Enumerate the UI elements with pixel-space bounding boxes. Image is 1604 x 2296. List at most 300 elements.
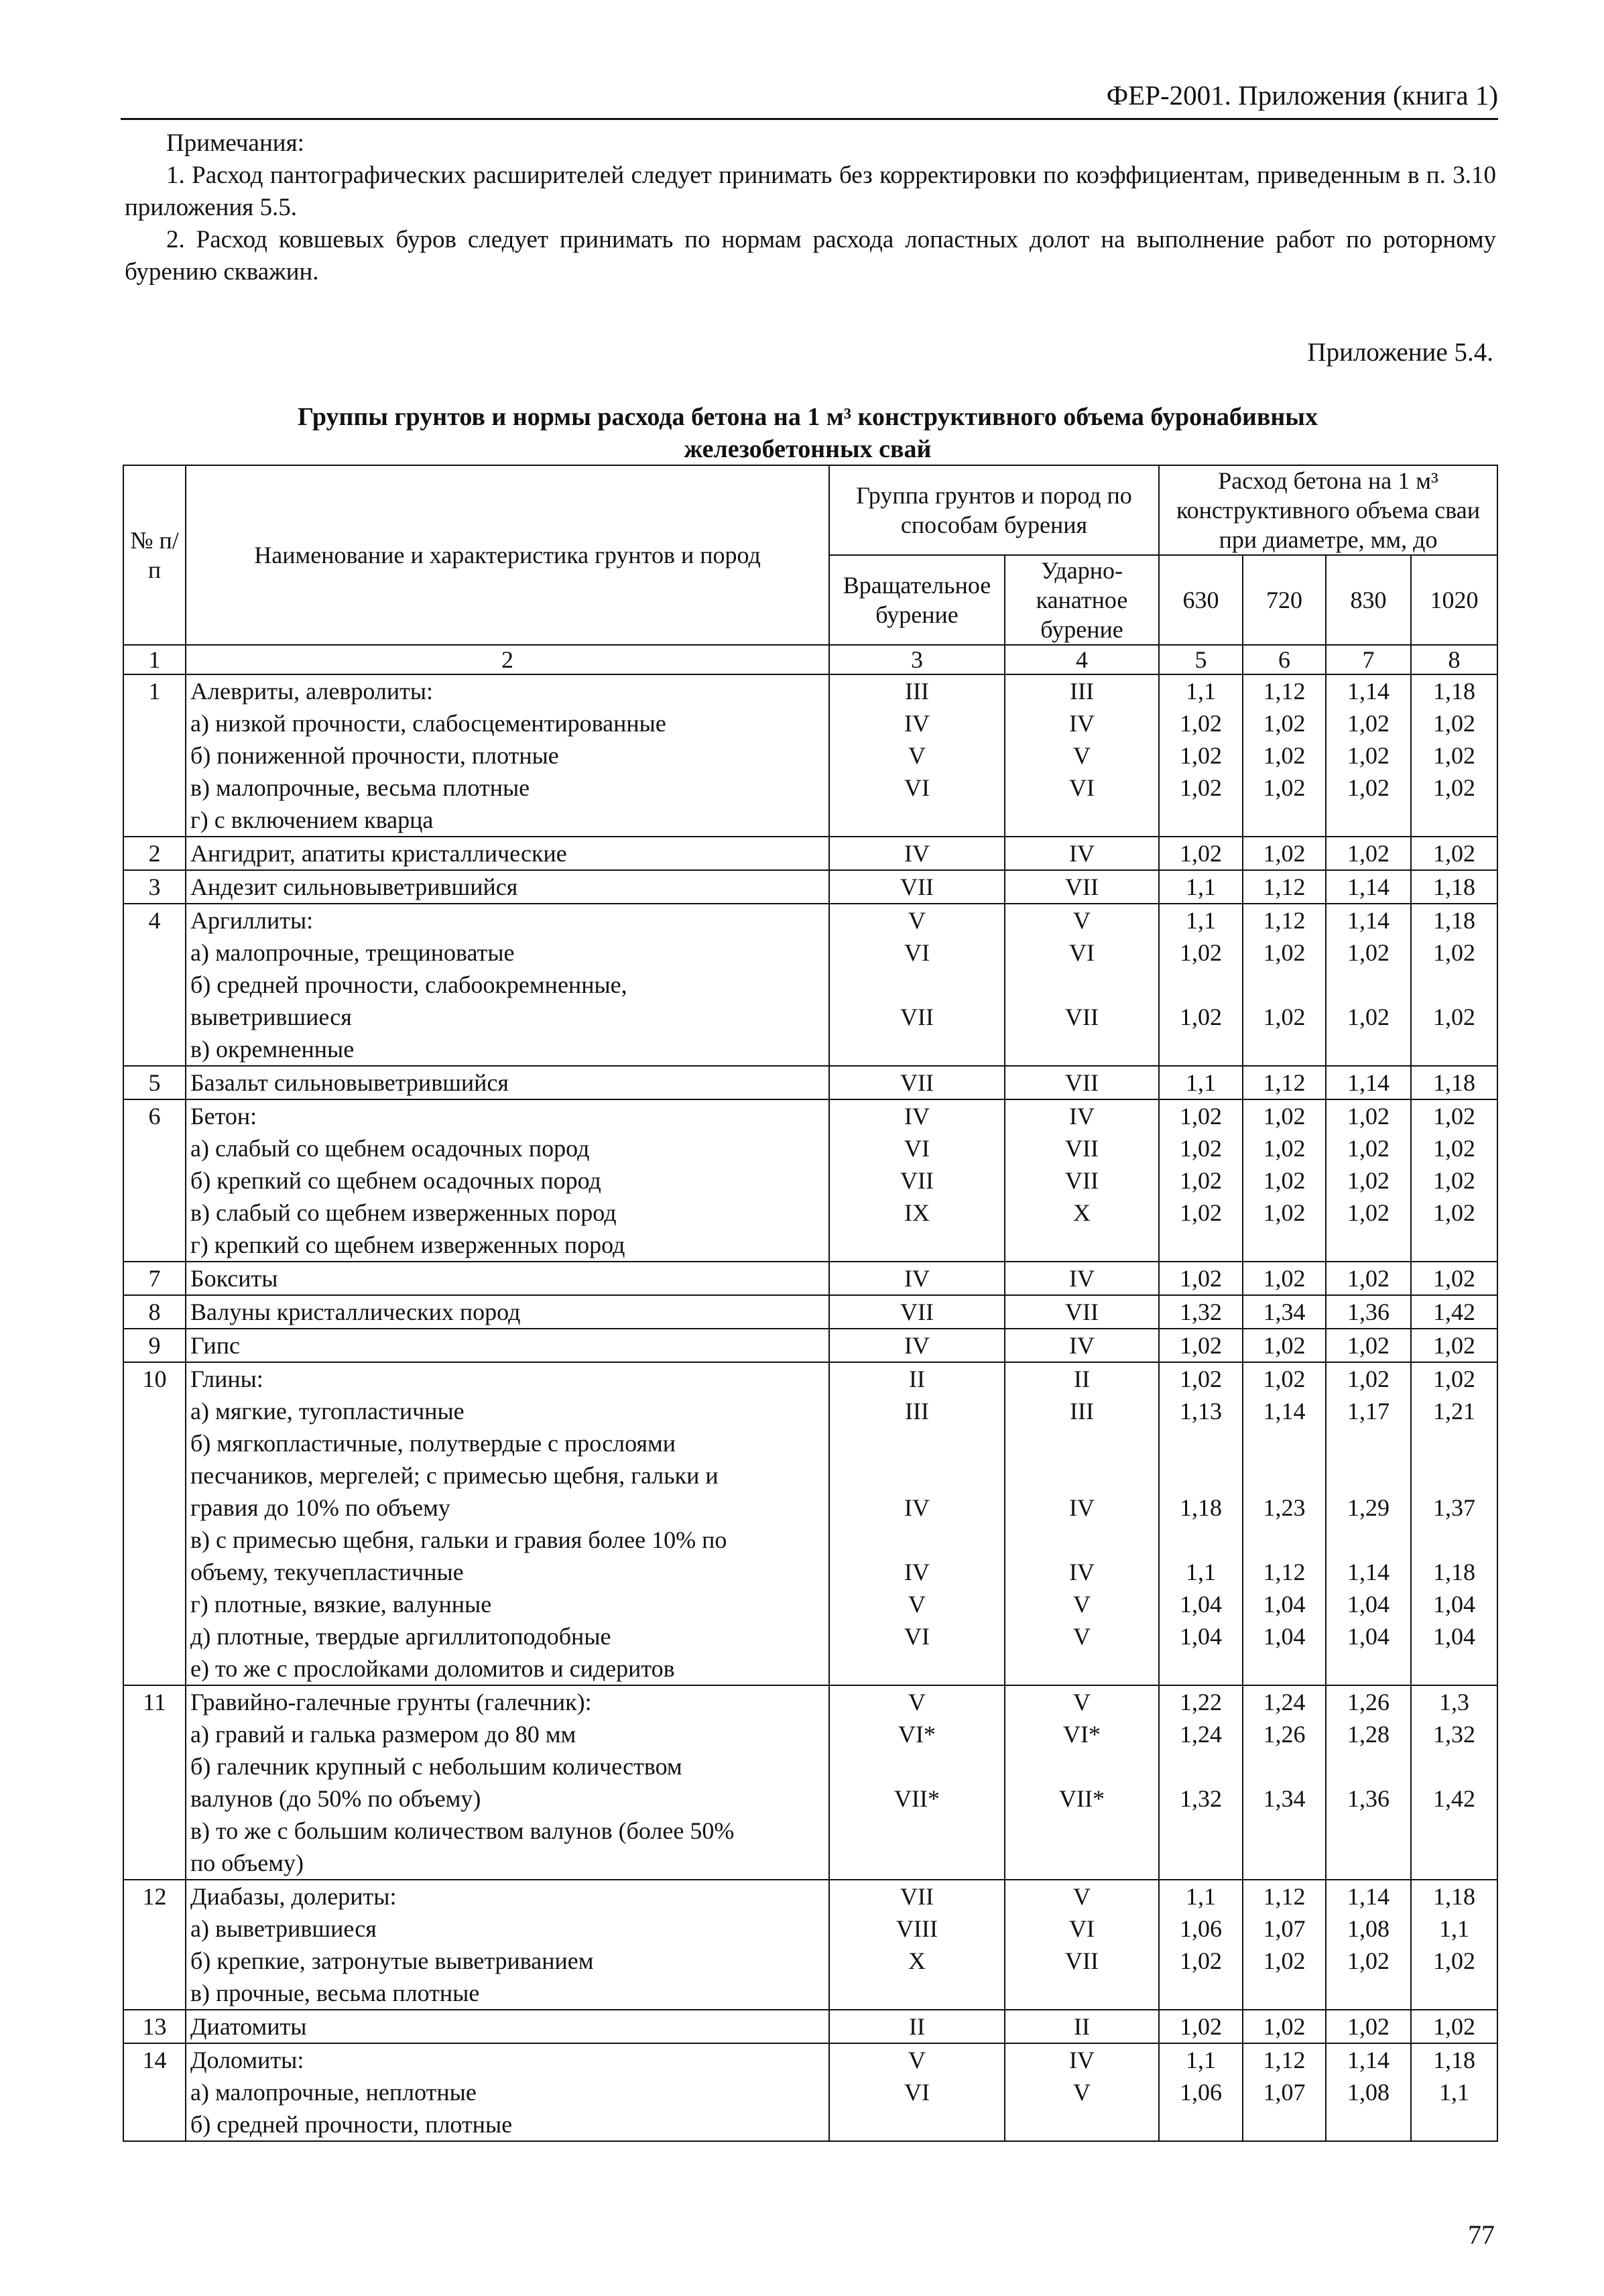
- row-number: 12: [123, 1880, 186, 2010]
- soil-name-cell: [186, 1066, 829, 1099]
- soil-concrete-table: [123, 465, 1498, 2142]
- table-row: [123, 2010, 1497, 2043]
- cell-value: V: [908, 742, 926, 769]
- cell-spacer: [1009, 1427, 1154, 1459]
- cell-value: VIII: [896, 1915, 938, 1942]
- cell-value: 1,02: [1180, 939, 1222, 966]
- soil-name-line: песчаников, мергелей; с примесью щебня, гальки и: [190, 1462, 719, 1489]
- cell-spacer: [1009, 1750, 1154, 1783]
- note-item: 2. Расход ковшевых буров следует принимать по нормам расхода лопастных долот на выполнение работ по роторному бурению скважин.: [125, 226, 1496, 286]
- soil-name-line: а) низкой прочности, слабосцементированные: [190, 710, 666, 737]
- table-title: Группы грунтов и нормы расхода бетона на 1 м³ конструктивного объема буронабивных железобетонных свай: [298, 403, 1318, 463]
- soil-name-line: а) малопрочные, трещиноватые: [190, 939, 515, 966]
- cell-value: 1,32: [1433, 1721, 1476, 1748]
- consumption-cell: [1326, 1066, 1411, 1099]
- consumption-cell: [1159, 2043, 1243, 2141]
- soil-name-line: выветрившиеся: [190, 1004, 352, 1030]
- cell-value: 1,02: [1347, 1103, 1390, 1130]
- rotary-group-cell: [829, 674, 1005, 837]
- column-number: 3: [829, 645, 1005, 674]
- cell-value: V: [908, 1689, 926, 1715]
- rotary-group-cell: [829, 870, 1005, 904]
- soil-name-line: в) окремненные: [190, 1036, 355, 1063]
- impact-group-cell: [1005, 1262, 1159, 1295]
- soil-name-line: г) крепкий со щебнем изверженных пород: [190, 1231, 625, 1258]
- soil-name-line: Гипс: [190, 1332, 240, 1359]
- consumption-cell: [1326, 870, 1411, 904]
- cell-value: 1,08: [1347, 1915, 1390, 1942]
- consumption-cell: [1326, 837, 1411, 870]
- cell-value: 1,1: [1186, 873, 1216, 900]
- consumption-cell: [1411, 1685, 1497, 1880]
- cell-value: II: [1074, 1366, 1090, 1392]
- row-number: 2: [123, 837, 186, 870]
- cell-value: VII*: [894, 1785, 940, 1812]
- notes-section: [125, 127, 1496, 288]
- soil-name-line: а) выветрившиеся: [190, 1915, 377, 1942]
- consumption-cell: [1411, 674, 1497, 837]
- cell-value: VI: [1069, 939, 1095, 966]
- cell-value: 1,12: [1263, 1559, 1306, 1585]
- cell-value: IV: [1069, 2047, 1095, 2073]
- cell-value: V: [1073, 1591, 1091, 1618]
- cell-value: 1,02: [1433, 1332, 1476, 1359]
- row-number: 8: [123, 1295, 186, 1329]
- consumption-cell: [1243, 1295, 1326, 1329]
- soil-name-cell: [186, 904, 829, 1066]
- cell-spacer: [1416, 1459, 1493, 1492]
- cell-value: IV: [904, 1559, 930, 1585]
- consumption-cell: [1326, 904, 1411, 1066]
- cell-value: 1,02: [1263, 2013, 1306, 2040]
- consumption-cell: [1243, 2010, 1326, 2043]
- consumption-cell: [1243, 1685, 1326, 1880]
- cell-value: 1,12: [1263, 1069, 1306, 1096]
- consumption-cell: [1159, 2010, 1243, 2043]
- soil-name-cell: [186, 1880, 829, 2010]
- cell-value: 1,02: [1433, 1947, 1476, 1974]
- cell-value: 1,18: [1433, 1883, 1476, 1910]
- cell-spacer: [1164, 969, 1238, 1001]
- cell-value: II: [1074, 2013, 1090, 2040]
- cell-value: VII: [900, 1298, 934, 1325]
- cell-value: 1,12: [1263, 1883, 1306, 1910]
- cell-value: VI: [904, 2079, 930, 2106]
- soil-name-cell: [186, 1295, 829, 1329]
- cell-spacer: [1416, 1524, 1493, 1556]
- soil-name-line: объему, текучепластичные: [190, 1559, 464, 1585]
- consumption-cell: [1411, 1362, 1497, 1685]
- cell-spacer: [834, 1815, 1000, 1847]
- impact-group-cell: [1005, 1329, 1159, 1362]
- row-number: 13: [123, 2010, 186, 2043]
- consumption-cell: [1159, 1685, 1243, 1880]
- cell-value: 1,02: [1180, 1135, 1222, 1162]
- column-number: 1: [123, 645, 186, 674]
- cell-value: 1,02: [1347, 1135, 1390, 1162]
- table-row: [123, 1262, 1497, 1295]
- cell-value: 1,02: [1180, 1366, 1222, 1392]
- consumption-cell: [1411, 870, 1497, 904]
- consumption-cell: [1326, 2010, 1411, 2043]
- cell-value: 1,02: [1263, 1366, 1306, 1392]
- cell-value: V: [908, 2047, 926, 2073]
- cell-value: 1,24: [1263, 1689, 1306, 1715]
- cell-spacer: [1164, 1524, 1238, 1556]
- page-number: 77: [1468, 2220, 1495, 2250]
- soil-name-line: Диабазы, долериты:: [190, 1883, 397, 1910]
- cell-value: V: [1073, 907, 1091, 934]
- cell-value: III: [1070, 678, 1094, 705]
- cell-value: 1,34: [1263, 1785, 1306, 1812]
- cell-value: 1,02: [1347, 710, 1390, 737]
- impact-group-cell: [1005, 1066, 1159, 1099]
- consumption-cell: [1159, 1329, 1243, 1362]
- cell-spacer: [1331, 1815, 1406, 1847]
- notes-title: Примечания:: [166, 129, 304, 157]
- soil-name-cell: [186, 870, 829, 904]
- cell-value: 1,02: [1347, 1332, 1390, 1359]
- rotary-group-cell: [829, 2043, 1005, 2141]
- rotary-group-cell: [829, 904, 1005, 1066]
- header-concrete-consumption: Расход бетона на 1 м³ конструктивного объема сваи при диаметре, мм, до: [1159, 465, 1497, 555]
- cell-spacer: [1247, 1524, 1321, 1556]
- cell-value: 1,02: [1347, 1167, 1390, 1194]
- cell-value: II: [909, 2013, 925, 2040]
- cell-value: 1,34: [1263, 1298, 1306, 1325]
- row-number: 3: [123, 870, 186, 904]
- soil-name-cell: [186, 1099, 829, 1262]
- cell-value: 1,07: [1263, 2079, 1306, 2106]
- cell-value: 1,04: [1180, 1591, 1222, 1618]
- rotary-group-cell: [829, 837, 1005, 870]
- soil-name-line: в) слабый со щебнем изверженных пород: [190, 1199, 617, 1226]
- cell-value: 1,14: [1347, 873, 1390, 900]
- row-number: 14: [123, 2043, 186, 2141]
- header-diameter: 630: [1159, 555, 1243, 645]
- column-number: 7: [1326, 645, 1411, 674]
- cell-value: 1,17: [1347, 1398, 1390, 1425]
- cell-value: VII: [1065, 1947, 1099, 1974]
- appendix-label: Приложение 5.4.: [1307, 338, 1493, 367]
- consumption-cell: [1243, 904, 1326, 1066]
- table-row: [123, 674, 1497, 837]
- cell-value: VII: [900, 873, 934, 900]
- cell-value: 1,14: [1347, 1559, 1390, 1585]
- consumption-cell: [1411, 1880, 1497, 2010]
- soil-name-line: в) то же с большим количеством валунов (более 50%: [190, 1817, 735, 1844]
- cell-value: 1,04: [1180, 1623, 1222, 1650]
- cell-value: 1,02: [1180, 1265, 1222, 1292]
- cell-value: VII: [900, 1883, 934, 1910]
- cell-value: 1,04: [1433, 1623, 1476, 1650]
- cell-spacer: [834, 1750, 1000, 1783]
- cell-value: 1,02: [1180, 710, 1222, 737]
- soil-name-line: Базальт сильновыветрившийся: [190, 1069, 509, 1096]
- cell-value: VII: [1065, 1135, 1099, 1162]
- consumption-cell: [1326, 674, 1411, 837]
- cell-value: IV: [904, 1265, 930, 1292]
- cell-spacer: [1164, 1750, 1238, 1783]
- cell-spacer: [1164, 1815, 1238, 1847]
- cell-value: 1,1: [1439, 2079, 1470, 2106]
- cell-spacer: [1416, 1815, 1493, 1847]
- cell-value: 1,02: [1347, 840, 1390, 867]
- consumption-cell: [1243, 870, 1326, 904]
- cell-value: III: [1070, 1398, 1094, 1425]
- cell-value: V: [1073, 1623, 1091, 1650]
- consumption-cell: [1159, 674, 1243, 837]
- soil-name-line: а) слабый со щебнем осадочных пород: [190, 1135, 590, 1162]
- cell-value: 1,21: [1433, 1398, 1476, 1425]
- cell-value: V: [1073, 2079, 1091, 2106]
- column-number: 2: [186, 645, 829, 674]
- cell-value: 1,02: [1347, 742, 1390, 769]
- cell-value: 1,1: [1186, 1883, 1216, 1910]
- soil-name-line: б) галечник крупный с небольшим количеством: [190, 1753, 682, 1780]
- cell-value: IV: [1069, 1332, 1095, 1359]
- consumption-cell: [1326, 1329, 1411, 1362]
- impact-group-cell: [1005, 837, 1159, 870]
- cell-value: 1,04: [1347, 1591, 1390, 1618]
- consumption-cell: [1326, 1880, 1411, 2010]
- impact-group-cell: [1005, 2043, 1159, 2141]
- cell-value: 1,02: [1433, 1167, 1476, 1194]
- cell-value: 1,02: [1347, 1199, 1390, 1226]
- cell-value: VII: [900, 1069, 934, 1096]
- soil-name-cell: [186, 1329, 829, 1362]
- cell-value: 1,02: [1263, 774, 1306, 801]
- consumption-cell: [1243, 1066, 1326, 1099]
- cell-value: 1,12: [1263, 678, 1306, 705]
- soil-name-line: б) мягкопластичные, полутвердые с прослоями: [190, 1430, 676, 1457]
- cell-value: 1,02: [1347, 2013, 1390, 2040]
- consumption-cell: [1411, 1329, 1497, 1362]
- cell-value: 1,14: [1347, 2047, 1390, 2073]
- cell-value: IV: [1069, 1559, 1095, 1585]
- header-diameter: 1020: [1411, 555, 1497, 645]
- soil-name-line: а) мягкие, тугопластичные: [190, 1398, 465, 1425]
- cell-value: 1,12: [1263, 907, 1306, 934]
- cell-value: 1,08: [1347, 2079, 1390, 2106]
- cell-value: VI: [904, 1623, 930, 1650]
- rotary-group-cell: [829, 1329, 1005, 1362]
- soil-name-line: б) крепкие, затронутые выветриванием: [190, 1947, 594, 1974]
- cell-value: 1,36: [1347, 1785, 1390, 1812]
- cell-value: 1,02: [1433, 840, 1476, 867]
- cell-value: 1,02: [1433, 1004, 1476, 1030]
- table-row: [123, 1099, 1497, 1262]
- cell-value: 1,02: [1433, 939, 1476, 966]
- cell-value: VII: [1065, 1069, 1099, 1096]
- impact-group-cell: [1005, 904, 1159, 1066]
- cell-spacer: [1009, 969, 1154, 1001]
- cell-value: 1,04: [1433, 1591, 1476, 1618]
- cell-value: 1,02: [1263, 1265, 1306, 1292]
- cell-value: 1,18: [1433, 2047, 1476, 2073]
- cell-spacer: [1416, 1427, 1493, 1459]
- consumption-cell: [1159, 870, 1243, 904]
- consumption-cell: [1326, 1262, 1411, 1295]
- column-number: 6: [1243, 645, 1326, 674]
- header-drilling-group: Группа грунтов и пород по способам бурения: [829, 465, 1159, 555]
- cell-value: VI: [1069, 1915, 1095, 1942]
- cell-value: 1,42: [1433, 1785, 1476, 1812]
- cell-value: 1,14: [1347, 1069, 1390, 1096]
- cell-value: IV: [1069, 1103, 1095, 1130]
- cell-value: IX: [904, 1199, 930, 1226]
- cell-value: 1,02: [1433, 774, 1476, 801]
- cell-value: 1,02: [1180, 1947, 1222, 1974]
- cell-value: 1,02: [1180, 1103, 1222, 1130]
- cell-value: 1,23: [1263, 1494, 1306, 1521]
- cell-spacer: [1331, 1524, 1406, 1556]
- soil-name-line: Ангидрит, апатиты кристаллические: [190, 840, 567, 867]
- soil-name-cell: [186, 1362, 829, 1685]
- cell-value: 1,1: [1186, 678, 1216, 705]
- header-diameter: 830: [1326, 555, 1411, 645]
- cell-spacer: [1416, 1750, 1493, 1783]
- consumption-cell: [1243, 1329, 1326, 1362]
- soil-name-line: Гравийно-галечные грунты (галечник):: [190, 1689, 592, 1715]
- cell-value: 1,04: [1347, 1623, 1390, 1650]
- cell-value: 1,07: [1263, 1915, 1306, 1942]
- rotary-group-cell: [829, 1880, 1005, 2010]
- impact-group-cell: [1005, 674, 1159, 837]
- consumption-cell: [1411, 1099, 1497, 1262]
- cell-value: 1,3: [1439, 1689, 1470, 1715]
- soil-name-line: Аргиллиты:: [190, 907, 314, 934]
- cell-value: 1,02: [1180, 774, 1222, 801]
- cell-value: VII: [1065, 1298, 1099, 1325]
- header-rotary: Вращательное бурение: [829, 555, 1005, 645]
- cell-value: II: [909, 1366, 925, 1392]
- soil-name-line: Диатомиты: [190, 2013, 307, 2040]
- soil-name-line: б) пониженной прочности, плотные: [190, 742, 559, 769]
- cell-spacer: [1247, 1815, 1321, 1847]
- consumption-cell: [1411, 904, 1497, 1066]
- consumption-cell: [1326, 1362, 1411, 1685]
- cell-value: VII*: [1059, 1785, 1105, 1812]
- impact-group-cell: [1005, 1362, 1159, 1685]
- column-number: 8: [1411, 645, 1497, 674]
- rotary-group-cell: [829, 1362, 1005, 1685]
- cell-value: VI*: [898, 1721, 936, 1748]
- cell-value: 1,36: [1347, 1298, 1390, 1325]
- soil-name-cell: [186, 1685, 829, 1880]
- cell-value: 1,02: [1347, 1265, 1390, 1292]
- cell-value: 1,02: [1180, 1332, 1222, 1359]
- impact-group-cell: [1005, 1685, 1159, 1880]
- cell-spacer: [1247, 969, 1321, 1001]
- cell-spacer: [834, 1524, 1000, 1556]
- table-row: [123, 904, 1497, 1066]
- cell-value: VII: [1065, 873, 1099, 900]
- consumption-cell: [1243, 674, 1326, 837]
- cell-value: 1,26: [1263, 1721, 1306, 1748]
- cell-value: 1,02: [1263, 1947, 1306, 1974]
- cell-value: VII: [1065, 1167, 1099, 1194]
- consumption-cell: [1243, 1880, 1326, 2010]
- cell-value: IV: [904, 710, 930, 737]
- consumption-cell: [1411, 2043, 1497, 2141]
- cell-value: VI*: [1063, 1721, 1101, 1748]
- cell-value: V: [1073, 1883, 1091, 1910]
- cell-value: 1,18: [1433, 1559, 1476, 1585]
- cell-value: 1,02: [1263, 1199, 1306, 1226]
- soil-name-line: е) то же с прослойками доломитов и сидеритов: [190, 1655, 675, 1682]
- cell-value: VI: [904, 1135, 930, 1162]
- cell-value: 1,14: [1347, 678, 1390, 705]
- table-body: [123, 674, 1497, 2141]
- cell-spacer: [1416, 969, 1493, 1001]
- cell-value: V: [1073, 742, 1091, 769]
- cell-value: 1,02: [1180, 840, 1222, 867]
- cell-value: 1,12: [1263, 2047, 1306, 2073]
- cell-value: VII: [900, 1167, 934, 1194]
- consumption-cell: [1411, 837, 1497, 870]
- cell-spacer: [1009, 1815, 1154, 1847]
- soil-name-line: по объему): [190, 1850, 304, 1876]
- cell-spacer: [1331, 1750, 1406, 1783]
- rotary-group-cell: [829, 2010, 1005, 2043]
- soil-name-line: Андезит сильновыветрившийся: [190, 873, 518, 900]
- table-row: [123, 870, 1497, 904]
- rotary-group-cell: [829, 1262, 1005, 1295]
- cell-value: 1,12: [1263, 873, 1306, 900]
- soil-name-line: б) средней прочности, слабоокремненные,: [190, 971, 627, 998]
- soil-name-line: в) прочные, весьма плотные: [190, 1980, 480, 2006]
- cell-value: 1,24: [1180, 1721, 1222, 1748]
- cell-value: X: [908, 1947, 926, 1974]
- table-row: [123, 1329, 1497, 1362]
- cell-value: IV: [1069, 1494, 1095, 1521]
- cell-value: 1,02: [1433, 710, 1476, 737]
- cell-value: V: [1073, 1689, 1091, 1715]
- cell-value: 1,02: [1180, 1167, 1222, 1194]
- soil-name-line: гравия до 10% по объему: [190, 1494, 450, 1521]
- soil-name-line: Доломиты:: [190, 2047, 304, 2073]
- cell-spacer: [1247, 1427, 1321, 1459]
- cell-value: 1,37: [1433, 1494, 1476, 1521]
- cell-spacer: [1009, 1524, 1154, 1556]
- consumption-cell: [1159, 1066, 1243, 1099]
- cell-value: 1,1: [1186, 1069, 1216, 1096]
- cell-value: 1,02: [1180, 1004, 1222, 1030]
- cell-value: 1,02: [1433, 1265, 1476, 1292]
- cell-spacer: [1331, 969, 1406, 1001]
- cell-value: 1,32: [1180, 1298, 1222, 1325]
- cell-value: VII: [1065, 1004, 1099, 1030]
- cell-value: 1,02: [1263, 1103, 1306, 1130]
- consumption-cell: [1159, 1262, 1243, 1295]
- consumption-cell: [1243, 837, 1326, 870]
- cell-value: III: [905, 1398, 929, 1425]
- cell-value: 1,29: [1347, 1494, 1390, 1521]
- cell-value: IV: [1069, 840, 1095, 867]
- rotary-group-cell: [829, 1685, 1005, 1880]
- row-number: 10: [123, 1362, 186, 1685]
- cell-value: 1,02: [1347, 1004, 1390, 1030]
- column-number: 5: [1159, 645, 1243, 674]
- cell-value: 1,02: [1433, 1366, 1476, 1392]
- cell-spacer: [1331, 1459, 1406, 1492]
- rotary-group-cell: [829, 1099, 1005, 1262]
- row-number: 6: [123, 1099, 186, 1262]
- cell-value: 1,14: [1347, 1883, 1390, 1910]
- cell-value: 1,02: [1263, 1004, 1306, 1030]
- consumption-cell: [1326, 2043, 1411, 2141]
